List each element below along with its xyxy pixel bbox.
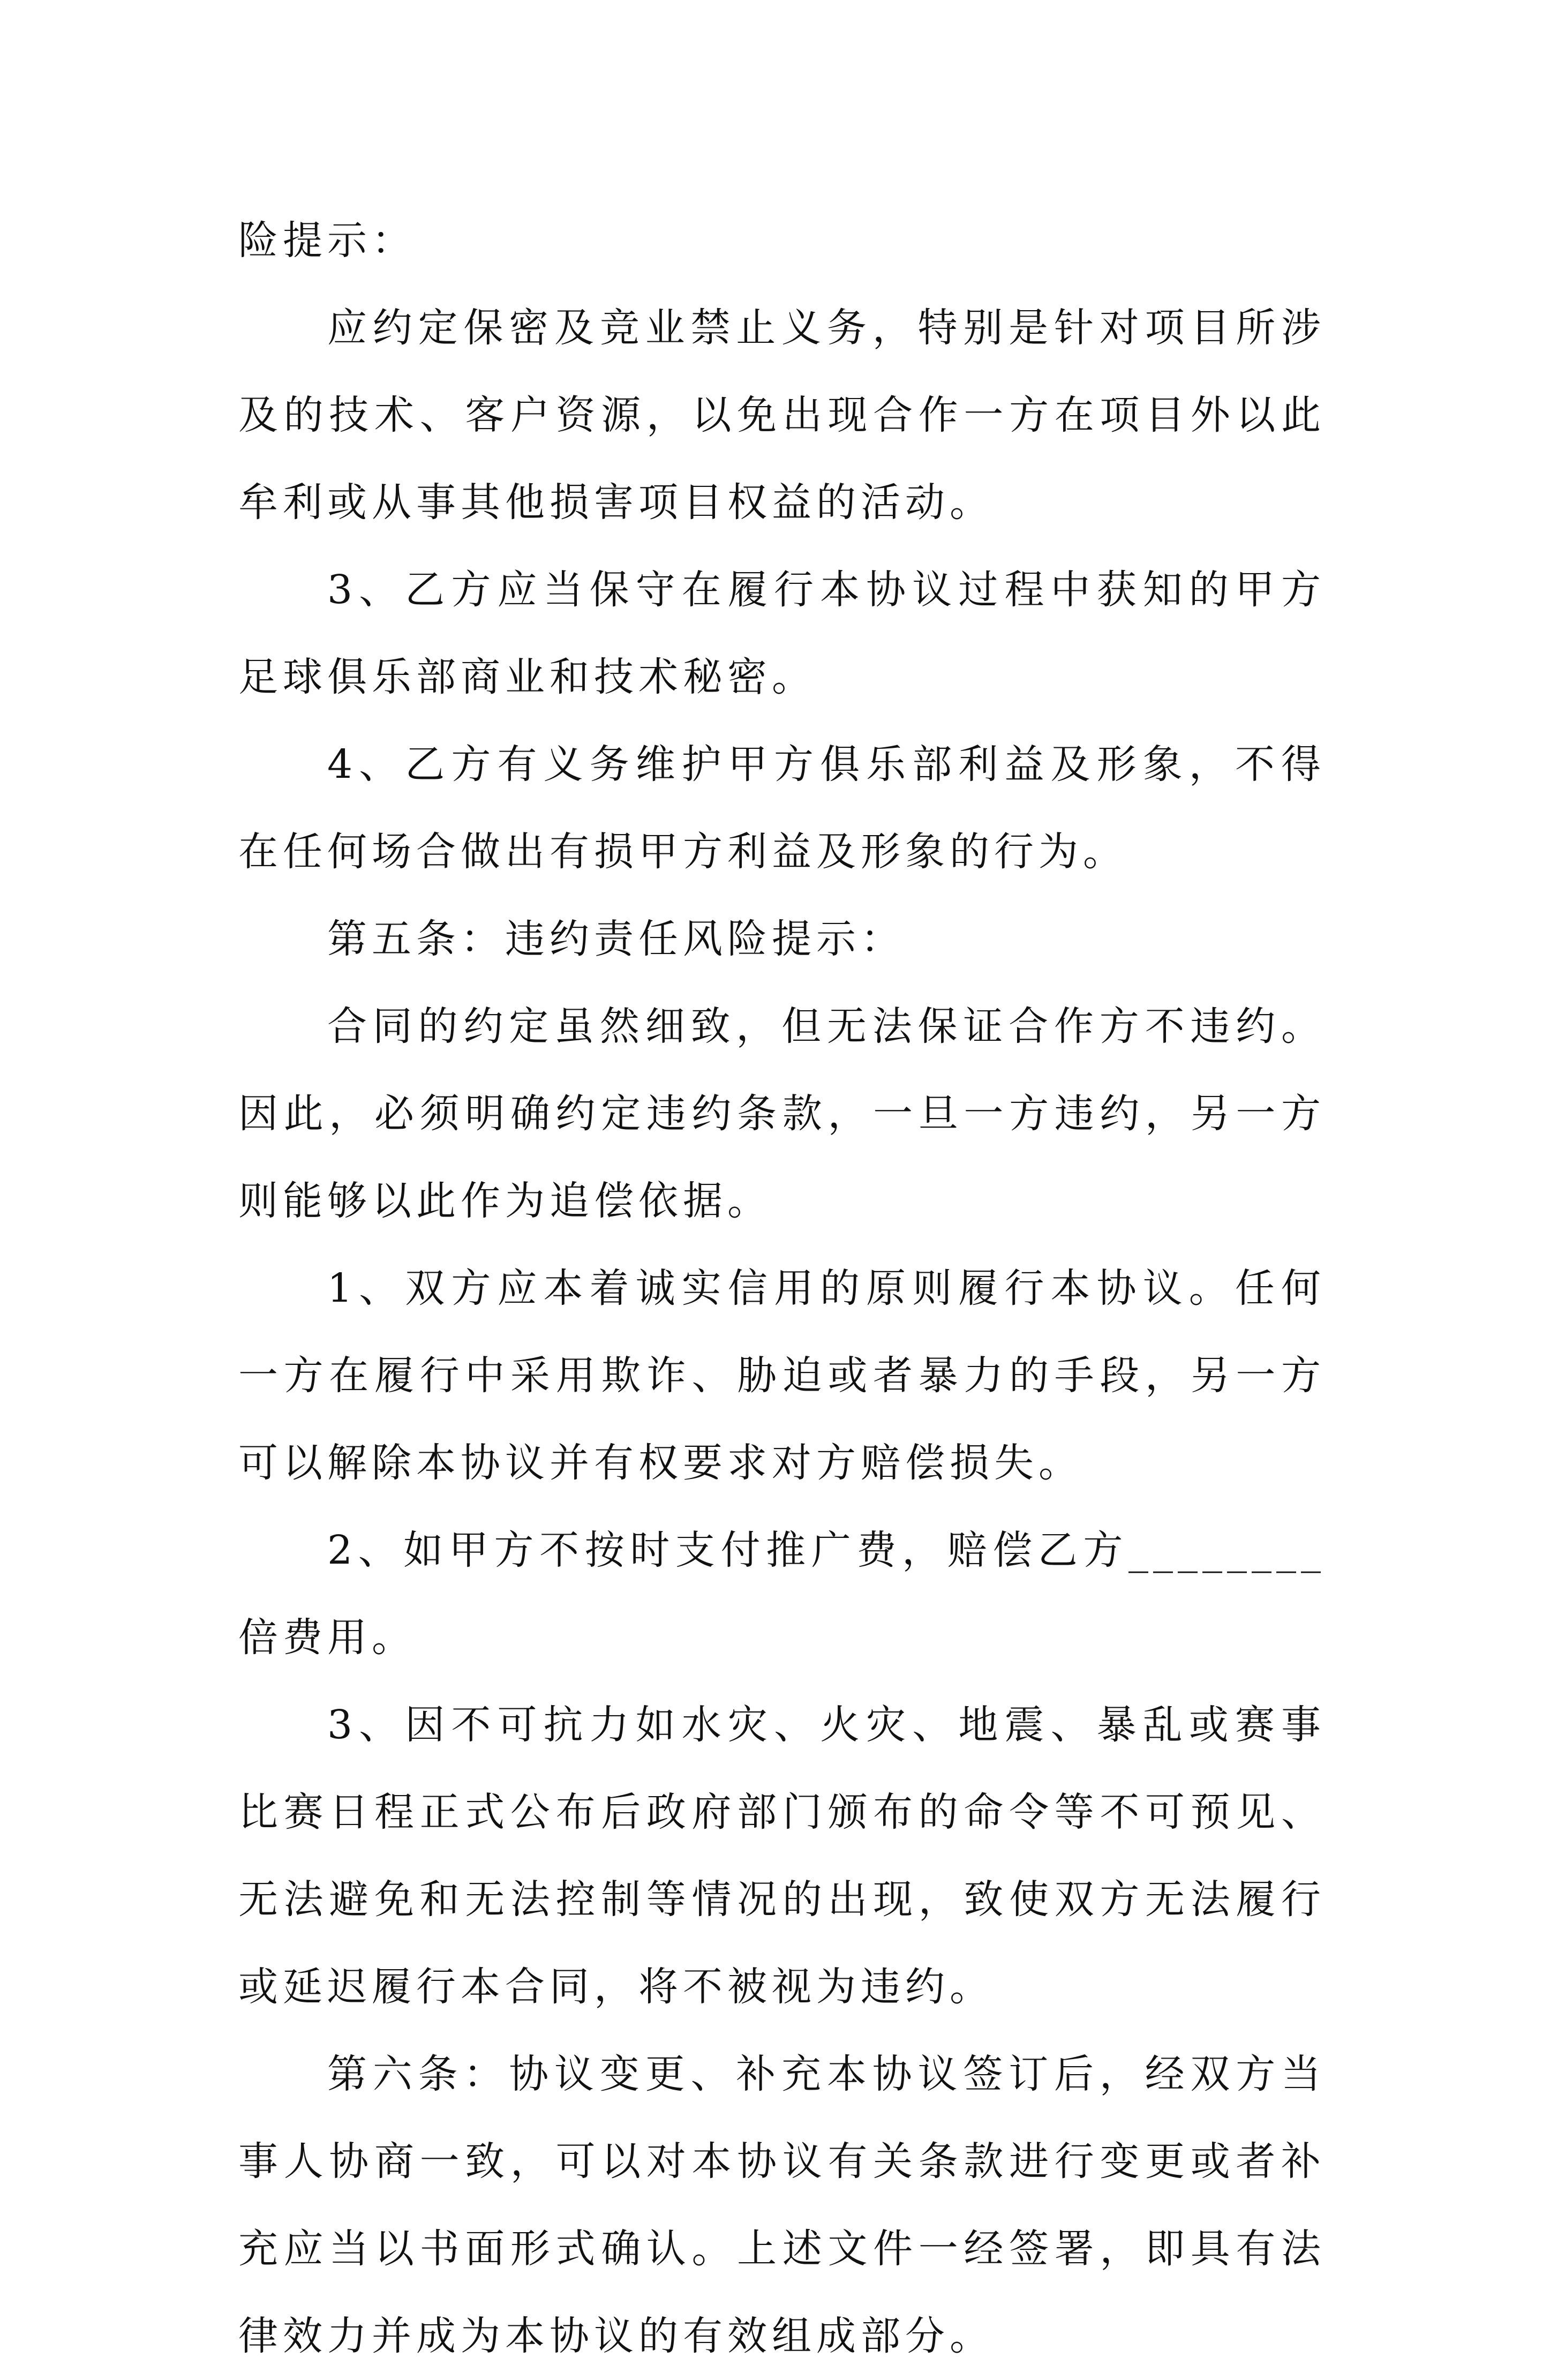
heading-article-5-breach-risk: 第五条：违约责任风险提示： bbox=[327, 916, 905, 962]
paragraph-breach-clause-3-force-majeure: 3、因不可抗力如水灾、火灾、地震、暴乱或赛事比赛日程正式公布后政府部门颁布的命令等不可预见、无法避免和无法控制等情况的出现，致使双方无法履行或延迟履行本合同，将不被视为违约。 bbox=[238, 1702, 1326, 2010]
paragraph-article-6-amendments: 第六条：协议变更、补充本协议签订后，经双方当事人协商一致，可以对本协议有关条款进行变更或者补充应当以书面形式确认。上述文件一经签署，即具有法律效力并成为本协议的有效组成部分。 bbox=[238, 2051, 1326, 2359]
paragraph-breach-clause-2: 2、如甲方不按时支付推广费，赔偿乙方________倍费用。 bbox=[238, 1527, 1326, 1661]
paragraph-clause-3-trade-secrets: 3、乙方应当保守在履行本协议过程中获知的甲方足球俱乐部商业和技术秘密。 bbox=[238, 567, 1326, 700]
paragraph-risk-tip-continuation: 险提示： bbox=[238, 217, 416, 264]
document-body bbox=[238, 197, 1326, 2380]
paragraph-breach-clause-1: 1、双方应本着诚实信用的原则履行本协议。任何一方在履行中采用欺诈、胁迫或者暴力的手段，另一方可以解除本协议并有权要求对方赔偿损失。 bbox=[238, 1265, 1326, 1486]
paragraph-breach-explanation: 合同的约定虽然细致，但无法保证合作方不违约。因此，必须明确约定违约条款，一旦一方违约，另一方则能够以此作为追偿依据。 bbox=[238, 1003, 1326, 1224]
paragraph-clause-4-club-image: 4、乙方有义务维护甲方俱乐部利益及形象，不得在任何场合做出有损甲方利益及形象的行为。 bbox=[238, 741, 1326, 875]
paragraph-confidentiality-noncompete: 应约定保密及竞业禁止义务，特别是针对项目所涉及的技术、客户资源，以免出现合作一方在项目外以此牟利或从事其他损害项目权益的活动。 bbox=[238, 305, 1326, 525]
